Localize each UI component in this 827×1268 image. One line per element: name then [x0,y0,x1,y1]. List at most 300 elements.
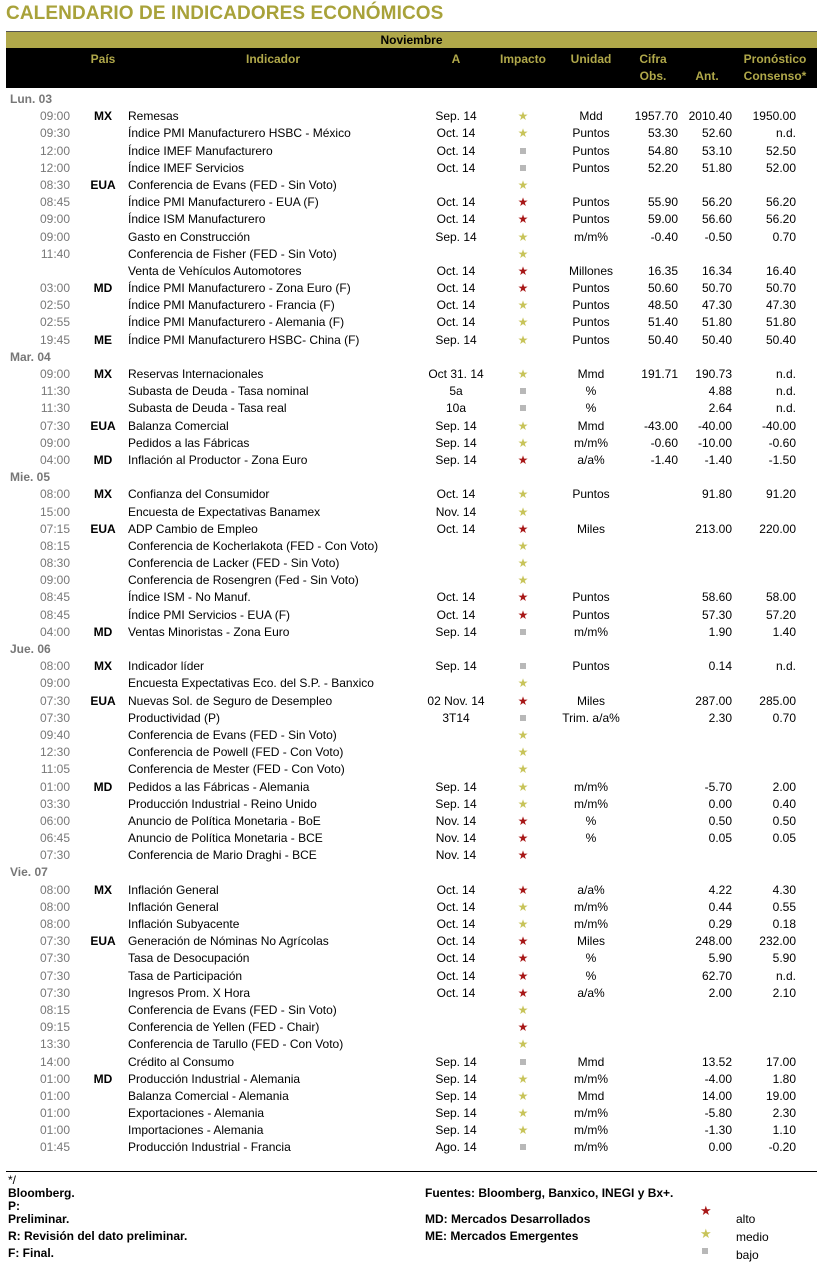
table-row [6,177,817,194]
time-cell: 08:45 [40,590,71,605]
low-impact-square-icon [511,1139,535,1156]
high-impact-star-icon: ★ [517,985,529,1000]
medium-impact-star-icon: ★ [517,109,529,124]
previous-cell: 0.50 [708,813,732,828]
table-row [6,538,817,555]
period-cell: Sep. 14 [435,624,477,639]
table-row [6,400,817,417]
low-impact-square-icon [511,710,535,727]
unit-cell: Mmd [577,1054,605,1069]
consensus-cell: 56.20 [765,195,796,210]
consensus-cell: 2.10 [772,985,796,1000]
day-label: Mar. 04 [10,349,51,364]
table-row [6,968,817,985]
unit-cell: a/a% [577,985,605,1000]
high-impact-star-icon: ★ [517,951,529,966]
indicator-cell: Indicador líder [128,659,205,674]
table-row [6,1019,817,1036]
country-cell: ME [94,332,112,347]
period-cell: Oct 31. 14 [428,367,484,381]
previous-cell: -4.00 [704,1071,732,1086]
medium-impact-star-icon: ★ [517,367,529,381]
medium-impact-star-icon: ★ [517,229,529,244]
day-header-row [6,641,817,658]
time-cell: 02:55 [40,315,71,330]
country-cell: EUA [90,177,116,192]
indicator-cell: Conferencia de Mario Draghi - BCE [128,848,317,863]
time-cell: 09:00 [40,109,71,124]
time-cell: 13:30 [40,1037,71,1052]
high-impact-star-icon: ★ [517,590,529,605]
period-cell: Sep. 14 [435,1123,477,1138]
unit-cell: Puntos [572,315,610,330]
high-impact-star-icon: ★ [517,452,529,467]
period-cell: 10a [445,401,467,416]
consensus-cell: 4.30 [772,882,796,897]
indicator-cell: Índice PMI Manufacturero - Alemania (F) [128,315,345,330]
day-header-row [6,91,817,108]
indicator-cell: Tasa de Participación [128,968,243,983]
table-row [6,675,817,692]
col-a: A [451,52,461,66]
high-impact-star-icon: ★ [517,607,529,622]
table-row [6,263,817,280]
indicator-cell: Nuevas Sol. de Seguro de Desempleo [128,693,333,708]
day-label: Jue. 06 [10,642,51,656]
indicator-cell: Conferencia de Kocherlakota (FED - Con Voto) [128,538,379,553]
consensus-cell: 47.30 [765,298,796,313]
indicator-cell: Tasa de Desocupación [128,951,250,966]
country-cell: MD [93,281,113,296]
time-cell: 07:30 [40,985,71,1000]
unit-cell: Puntos [572,281,610,296]
column-headers [6,48,817,88]
col-ant: Ant. [695,69,719,83]
consensus-cell: -0.60 [768,435,796,450]
consensus-cell: -0.20 [768,1140,796,1155]
period-cell: Sep. 14 [435,418,477,433]
table-row [6,125,817,142]
indicator-cell: Conferencia de Tarullo (FED - Con Voto) [128,1037,344,1052]
unit-cell: m/m% [574,1140,608,1155]
consensus-cell: 50.70 [765,281,796,296]
col-unidad: Unidad [570,52,612,66]
time-cell: 04:00 [40,624,71,639]
table-row [6,813,817,830]
consensus-cell: -1.50 [768,452,796,467]
table-row [6,297,817,314]
unit-cell: % [585,968,597,983]
consensus-cell: 2.30 [772,1106,796,1121]
unit-cell: % [585,951,597,966]
table-row [6,710,817,727]
table-row [6,1002,817,1019]
period-cell: Sep. 14 [435,1071,477,1086]
consensus-cell: 0.50 [772,813,796,828]
unit-cell: Puntos [572,590,610,605]
unit-cell: Puntos [572,659,610,674]
indicator-cell: Generación de Nóminas No Agrícolas [128,934,329,949]
high-impact-star-icon: ★ [517,882,529,897]
period-cell: Sep. 14 [435,779,477,794]
previous-cell: 57.30 [701,607,732,622]
medium-impact-star-icon: ★ [517,573,529,588]
consensus-cell: 0.05 [772,831,796,846]
indicator-cell: Índice PMI Manufacturero HSBC- China (F) [128,332,360,347]
time-cell: 01:45 [40,1140,71,1155]
time-cell: 07:30 [40,934,71,949]
previous-cell: 213.00 [695,521,732,536]
table-row [6,985,817,1002]
footer-left-1: P: [8,1199,20,1213]
indicator-cell: Subasta de Deuda - Tasa real [128,401,287,416]
medium-impact-star-icon: ★ [517,899,529,914]
high-impact-star-icon: ★ [517,195,529,210]
consensus-cell: 0.55 [772,899,796,914]
consensus-cell: 50.40 [765,332,796,347]
observed-cell: 54.80 [647,143,678,158]
observed-cell: 51.40 [647,315,678,330]
footer-md: MD: Mercados Desarrollados [425,1212,591,1226]
table-row [6,899,817,916]
footer-left-3: R: Revisión del dato preliminar. [8,1229,188,1243]
unit-cell: Puntos [572,212,610,227]
consensus-cell: 56.20 [765,212,796,227]
time-cell: 11:30 [40,384,70,399]
consensus-cell: n.d. [775,968,796,983]
indicator-cell: Conferencia de Yellen (FED - Chair) [128,1020,320,1035]
medium-impact-star-icon: ★ [517,435,529,450]
time-cell: 09:40 [40,727,71,742]
indicator-cell: Índice ISM Manufacturero [128,212,266,227]
col-cifra: Cifra [639,52,667,66]
indicator-cell: Conferencia de Evans (FED - Sin Voto) [128,177,337,192]
previous-cell: 16.34 [701,263,732,278]
time-cell: 12:30 [40,745,71,760]
medium-impact-star-icon: ★ [517,298,529,313]
medium-impact-star-icon: ★ [517,1002,529,1017]
table-row [6,950,817,967]
day-header-row [6,469,817,486]
indicator-cell: Conferencia de Mester (FED - Con Voto) [128,762,345,777]
indicator-cell: Ingresos Prom. X Hora [128,985,251,1000]
consensus-cell: -40.00 [761,418,796,433]
unit-cell: m/m% [574,1123,608,1138]
time-cell: 06:45 [40,831,71,846]
previous-cell: 51.80 [701,160,732,175]
observed-cell: 55.90 [647,195,678,210]
period-cell: Oct. 14 [436,487,476,502]
footer-left-2: Preliminar. [8,1212,70,1226]
indicator-cell: Índice ISM - No Manuf. [128,590,251,605]
period-cell: Nov. 14 [435,831,477,846]
table-row [6,229,817,246]
unit-cell: m/m% [574,779,608,794]
country-cell: MX [94,367,112,381]
medium-impact-star-icon: ★ [517,418,529,433]
previous-cell: -5.80 [704,1106,732,1121]
low-impact-square-icon [511,400,535,417]
previous-cell: 0.05 [708,831,732,846]
period-cell: Sep. 14 [435,452,477,467]
previous-cell: 2.00 [708,985,732,1000]
table-row [6,693,817,710]
table-row [6,658,817,675]
observed-cell: 50.60 [647,281,678,296]
indicator-cell: Conferencia de Evans (FED - Sin Voto) [128,727,337,742]
observed-cell: -0.40 [650,229,678,244]
medium-impact-star-icon: ★ [517,1123,529,1138]
indicator-cell: Inflación Subyacente [128,917,240,931]
previous-cell: 56.60 [701,212,732,227]
table-row [6,572,817,589]
low-impact-square-icon [511,624,535,641]
consensus-cell: 57.20 [765,607,796,622]
low-impact-square-icon [511,383,535,400]
footer-me: ME: Mercados Emergentes [425,1229,579,1243]
previous-cell: -10.00 [697,435,732,450]
time-cell: 02:50 [40,298,71,313]
medium-impact-star-icon: ★ [517,315,529,330]
high-impact-star-icon: ★ [517,968,529,983]
legend-bajo: bajo [736,1248,759,1262]
time-cell: 08:15 [40,1002,71,1017]
unit-cell: a/a% [577,452,605,467]
consensus-cell: 2.00 [772,779,796,794]
time-cell: 15:00 [40,504,71,519]
table-row [6,435,817,452]
time-cell: 08:30 [40,556,71,571]
table-row [6,1088,817,1105]
low-impact-square-icon [511,143,535,160]
table-row [6,882,817,899]
unit-cell: m/m% [574,1106,608,1121]
unit-cell: m/m% [574,435,608,450]
unit-cell: m/m% [574,1071,608,1086]
high-impact-star-icon: ★ [517,521,529,536]
table-row [6,916,817,933]
day-label: Vie. 07 [10,865,48,880]
high-impact-star-icon: ★ [517,848,529,863]
period-cell: Sep. 14 [435,1088,477,1103]
period-cell: Oct. 14 [436,934,476,949]
medium-impact-star-icon: ★ [517,246,529,261]
page-title: CALENDARIO DE INDICADORES ECONÓMICOS [6,3,444,24]
unit-cell: Puntos [572,143,610,158]
observed-cell: 48.50 [647,298,678,313]
col-indicador: Indicador [245,52,300,66]
table-row [6,383,817,400]
table-row [6,194,817,211]
consensus-cell: 0.18 [772,917,796,931]
period-cell: Oct. 14 [436,315,476,330]
indicator-cell: Índice PMI Manufacturero - Francia (F) [128,298,335,313]
period-cell: Sep. 14 [435,796,477,811]
time-cell: 07:15 [40,521,71,536]
time-cell: 09:00 [40,229,71,244]
previous-cell: 14.00 [701,1088,732,1103]
period-cell: Oct. 14 [436,263,476,278]
time-cell: 14:00 [40,1054,71,1069]
table-row [6,744,817,761]
time-cell: 03:00 [40,281,71,296]
period-cell: Sep. 14 [435,1054,477,1069]
previous-cell: 91.80 [701,487,732,502]
indicator-cell: Índice PMI Manufacturero HSBC - México [128,126,351,141]
indicator-cell: ADP Cambio de Empleo [128,521,258,536]
legend-medium-star-icon: ★ [700,1226,712,1241]
observed-cell: -43.00 [643,418,678,433]
time-cell: 01:00 [40,1106,71,1121]
consensus-cell: 19.00 [765,1088,796,1103]
country-cell: MD [93,1071,113,1086]
table-row [6,933,817,950]
time-cell: 07:30 [40,710,71,725]
indicator-cell: Subasta de Deuda - Tasa nominal [128,384,309,399]
previous-cell: 248.00 [695,934,732,949]
low-impact-square-icon [511,160,535,177]
period-cell: Oct. 14 [436,298,476,313]
unit-cell: Mdd [579,109,603,124]
previous-cell: 1.90 [708,624,732,639]
time-cell: 08:00 [40,659,71,674]
medium-impact-star-icon: ★ [517,126,529,141]
previous-cell: 51.80 [701,315,732,330]
previous-cell: 0.29 [708,917,732,931]
indicator-cell: Productividad (P) [128,710,221,725]
table-row [6,607,817,624]
country-cell: MX [94,109,112,124]
period-cell: Oct. 14 [436,882,476,897]
col-impacto: Impacto [499,52,546,66]
high-impact-star-icon: ★ [517,813,529,828]
consensus-cell: 0.40 [772,796,796,811]
consensus-cell: 58.00 [765,590,796,605]
previous-cell: 13.52 [701,1054,732,1069]
country-cell: EUA [90,934,116,949]
medium-impact-star-icon: ★ [517,1071,529,1086]
observed-cell: 1957.70 [634,109,678,124]
medium-impact-star-icon: ★ [517,917,529,931]
period-cell: Oct. 14 [436,521,476,536]
period-cell: Oct. 14 [436,951,476,966]
indicator-cell: Conferencia de Powell (FED - Con Voto) [128,745,344,760]
time-cell: 08:00 [40,899,71,914]
table-row [6,589,817,606]
previous-cell: 4.88 [708,384,732,399]
table-row [6,1054,817,1071]
previous-cell: 2.30 [708,710,732,725]
time-cell: 09:15 [40,1020,71,1035]
medium-impact-star-icon: ★ [517,745,529,760]
medium-impact-star-icon: ★ [517,1088,529,1103]
table-row [6,1139,817,1156]
period-cell: Oct. 14 [436,607,476,622]
medium-impact-star-icon: ★ [517,538,529,553]
time-cell: 09:30 [40,126,71,141]
medium-impact-star-icon: ★ [517,1037,529,1052]
table-row [6,280,817,297]
table-row [6,830,817,847]
footer-left-0: Bloomberg. [8,1186,75,1200]
previous-cell: 56.20 [701,195,732,210]
unit-cell: Miles [576,693,605,708]
consensus-cell: 1.40 [772,624,796,639]
time-cell: 01:00 [40,1071,71,1086]
table-row [6,366,817,383]
previous-cell: 190.73 [695,367,732,381]
day-label: Mie. 05 [10,470,51,485]
period-cell: 02 Nov. 14 [427,693,485,708]
unit-cell: Mmd [577,1088,605,1103]
indicator-cell: Producción Industrial - Reino Unido [128,796,317,811]
previous-cell: 62.70 [701,968,732,983]
time-cell: 12:00 [40,143,71,158]
country-cell: EUA [90,693,116,708]
consensus-cell: 5.90 [772,951,796,966]
previous-cell: 4.22 [708,882,732,897]
previous-cell: 52.60 [701,126,732,141]
previous-cell: -1.40 [704,452,732,467]
time-cell: 01:00 [40,779,71,794]
period-cell: 3T14 [442,710,470,725]
time-cell: 11:30 [40,401,70,416]
previous-cell: 0.14 [708,659,732,674]
country-cell: MD [93,452,113,467]
period-cell: Oct. 14 [436,917,476,931]
indicator-cell: Confianza del Consumidor [128,487,270,502]
consensus-cell: n.d. [775,659,796,674]
time-cell: 09:00 [40,367,71,381]
previous-cell: 5.90 [708,951,732,966]
unit-cell: % [585,831,597,846]
time-cell: 03:30 [40,796,71,811]
high-impact-star-icon: ★ [517,281,529,296]
table-row [6,847,817,864]
time-cell: 07:30 [40,968,71,983]
time-cell: 07:30 [40,951,71,966]
previous-cell: -5.70 [704,779,732,794]
period-cell: Sep. 14 [435,229,477,244]
table-row [6,314,817,331]
day-label: Lun. 03 [10,92,53,106]
observed-cell: -0.60 [650,435,678,450]
observed-cell: 59.00 [647,212,678,227]
period-cell: Ago. 14 [435,1140,477,1155]
col-pronostico: Pronóstico [743,52,807,66]
unit-cell: Puntos [572,195,610,210]
consensus-cell: 220.00 [759,521,796,536]
consensus-cell: 52.00 [765,160,796,175]
previous-cell: 58.60 [701,590,732,605]
medium-impact-star-icon: ★ [517,779,529,794]
col-consenso: Consenso* [743,69,807,83]
unit-cell: Puntos [572,126,610,141]
observed-cell: 50.40 [647,332,678,347]
time-cell: 08:00 [40,882,71,897]
time-cell: 01:00 [40,1088,71,1103]
table-row [6,1071,817,1088]
day-header-row [6,864,817,881]
time-cell: 06:00 [40,813,71,828]
indicator-cell: Índice IMEF Servicios [128,160,245,175]
table-row [6,1122,817,1139]
time-cell: 09:00 [40,212,71,227]
consensus-cell: n.d. [775,401,796,416]
indicator-cell: Índice PMI Manufacturero - Zona Euro (F) [128,281,351,296]
previous-cell: 2.64 [708,401,732,416]
high-impact-star-icon: ★ [517,263,529,278]
